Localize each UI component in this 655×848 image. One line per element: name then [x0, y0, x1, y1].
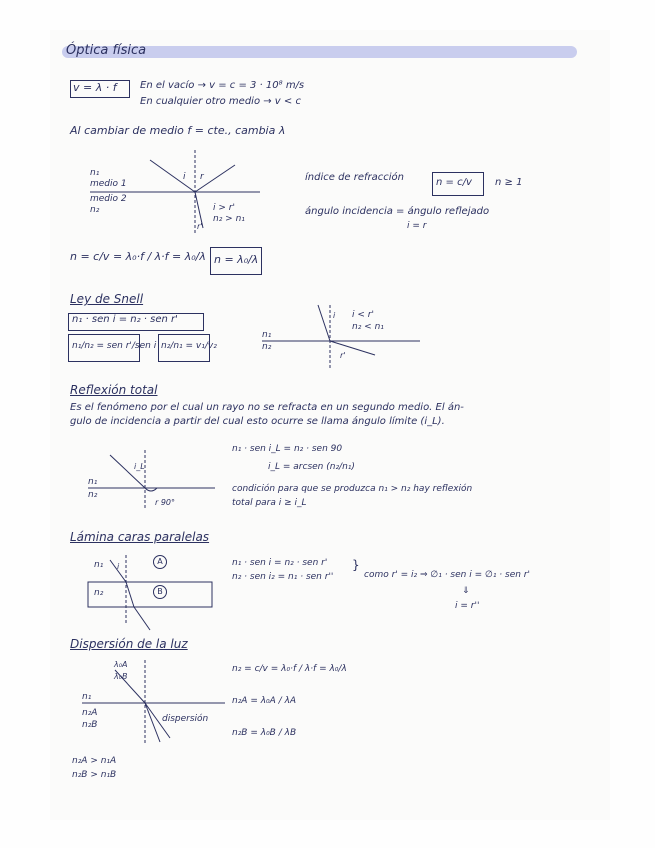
page-title: Óptica física — [66, 43, 147, 58]
label-medio1: medio 1 — [90, 179, 127, 189]
n-derivation: n = c/v = λ₀·f / λ·f = λ₀/λ — [70, 250, 206, 263]
plate-eq2: n₂ · sen i₂ = n₁ · sen r'' — [232, 572, 334, 582]
refraction-cond1: i > r' — [213, 203, 235, 213]
refraction-incident-ray — [150, 160, 195, 192]
plate-i: i — [117, 562, 120, 571]
snell-ratio2: n₂/n₁ = v₁/v₂ — [161, 341, 217, 351]
plate-relation: como r' = i₂ ⇒ ∅₁ · sen i = ∅₁ · sen r' — [364, 570, 530, 580]
total-reflection-n1: n₁ — [88, 477, 98, 487]
total-reflection-n2: n₂ — [88, 490, 98, 500]
dispersion-label: dispersión — [162, 714, 209, 724]
plate-mark-a: A — [153, 555, 167, 569]
plate-exit-ray — [134, 607, 150, 630]
snell-n2: n₂ — [262, 342, 272, 352]
snell-law: n₁ · sen i = n₂ · sen r' — [72, 314, 178, 325]
dispersion-ineq2: n₂B > n₁B — [72, 770, 117, 780]
plate-rect — [88, 582, 212, 607]
label-r: r — [200, 172, 204, 182]
plate-incident-ray — [110, 560, 126, 582]
tr-incident-ray — [110, 455, 145, 488]
label-n1: n₁ — [90, 168, 100, 178]
index-formula: n = c/v — [436, 177, 472, 188]
total-reflection-heading: Reflexión total — [70, 383, 158, 397]
plate-n2: n₂ — [94, 588, 104, 598]
total-reflection-text1: Es el fenómeno por el cual un rayo no se refracta en un segundo medio. El án- — [70, 402, 464, 413]
change-medium-text: Al cambiar de medio f = cte., cambia λ — [70, 124, 286, 137]
label-i: i — [183, 172, 186, 182]
dispersion-ineq1: n₂A > n₁A — [72, 756, 117, 766]
total-reflection-iL: i_L — [134, 462, 145, 471]
refraction-reflected-ray — [195, 165, 235, 192]
dispersion-n1: n₁ — [82, 692, 92, 702]
index-ge1: n ≥ 1 — [495, 177, 523, 188]
total-reflection-eq2: i_L = arcsen (n₂/n₁) — [268, 462, 355, 472]
snell-r: r' — [340, 351, 346, 360]
reflection-rule: ángulo incidencia = ángulo reflejado — [305, 206, 490, 217]
plate-mark-b: B — [153, 585, 167, 599]
i-eq-r: i = r — [407, 221, 427, 231]
snell-refracted-ray — [330, 341, 375, 355]
dispersion-eqB: n₂B = λ₀B / λB — [232, 728, 297, 738]
snell-heading: Ley de Snell — [70, 292, 144, 306]
total-reflection-text2: gulo de incidencia a partir del cual esto ocurre se llama ángulo límite (i_L). — [70, 416, 445, 427]
index-label: índice de refracción — [305, 172, 405, 183]
dispersion-ray-b — [145, 703, 170, 738]
plate-result: i = r'' — [455, 601, 480, 611]
label-n2: n₂ — [90, 205, 100, 215]
dispersion-incident-ray — [115, 670, 145, 703]
label-rprime: r' — [197, 222, 203, 231]
dispersion-ray-a — [145, 703, 160, 742]
total-reflection-r90: r 90° — [155, 498, 176, 507]
refraction-refracted-ray — [195, 192, 203, 228]
plate-eq1: n₁ · sen i = n₂ · sen r' — [232, 558, 328, 568]
plate-implies: ⇓ — [462, 586, 470, 596]
formula-v: v = λ · f — [73, 81, 117, 94]
vacuum-text: En el vacío → v = c = 3 · 10⁸ m/s — [140, 80, 305, 91]
dispersion-eqA: n₂A = λ₀A / λA — [232, 696, 297, 706]
total-reflection-cond2: total para i ≥ i_L — [232, 498, 307, 508]
n-boxed-text: n = λ₀/λ — [214, 253, 259, 266]
label-medio2: medio 2 — [90, 194, 127, 204]
snell-incident-ray — [318, 305, 330, 341]
dispersion-l0A: λ₀A — [114, 660, 128, 669]
total-reflection-eq1: n₁ · sen i_L = n₂ · sen 90 — [232, 444, 343, 454]
snell-cond1: i < r' — [352, 310, 374, 320]
dispersion-eq: n₂ = c/v = λ₀·f / λ·f = λ₀/λ — [232, 664, 347, 674]
snell-i: i — [333, 311, 336, 320]
dispersion-heading: Dispersión de la luz — [70, 637, 188, 651]
plate-n1: n₁ — [94, 560, 104, 570]
snell-n1: n₁ — [262, 330, 272, 340]
snell-cond2: n₂ < n₁ — [352, 322, 384, 332]
plate-inner-ray — [126, 582, 134, 607]
plate-brace: } — [352, 558, 360, 572]
refraction-cond2: n₂ > n₁ — [213, 214, 245, 224]
total-reflection-cond1: condición para que se produzca n₁ > n₂ hay reflexión — [232, 484, 473, 494]
dispersion-l0B: λ₀B — [114, 672, 128, 681]
plate-heading: Lámina caras paralelas — [70, 530, 210, 544]
dispersion-n2B: n₂B — [82, 720, 98, 730]
other-medium-text: En cualquier otro medio → v < c — [140, 96, 301, 107]
snell-ratio1: n₁/n₂ = sen r'/sen i — [72, 341, 157, 351]
dispersion-n2A: n₂A — [82, 708, 98, 718]
